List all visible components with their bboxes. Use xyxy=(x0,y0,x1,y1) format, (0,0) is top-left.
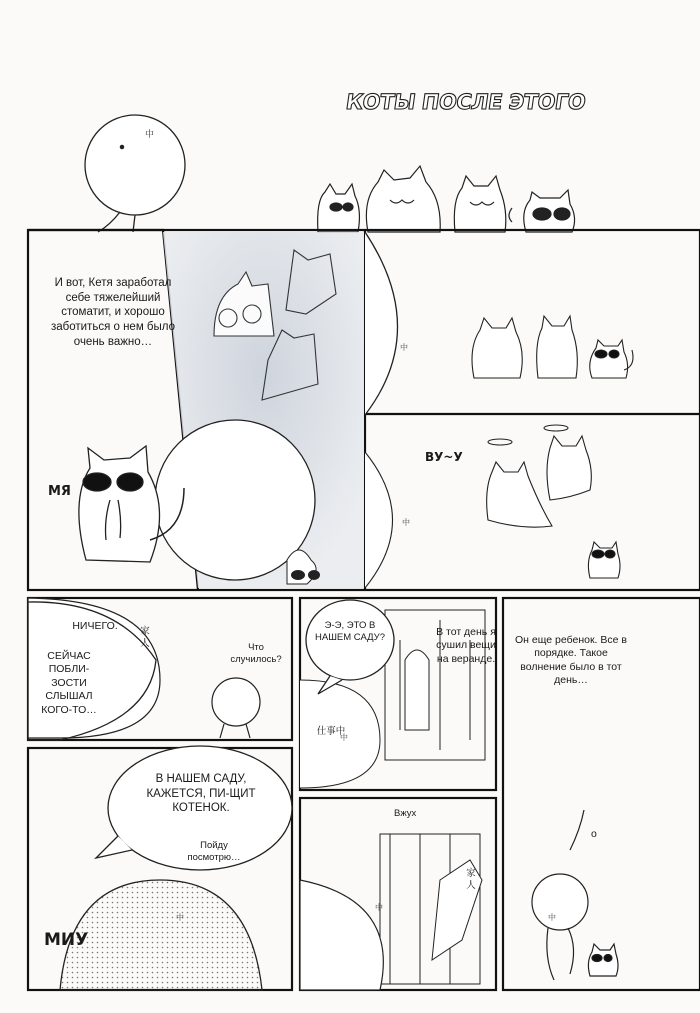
panel1-sfx: МЯ xyxy=(48,484,71,499)
cats-top-row xyxy=(318,166,575,232)
svg-text:中: 中 xyxy=(176,913,184,922)
panel4-bubble-left-2: СЕЙЧАС ПОБЛИ-ЗОСТИ СЛЫШАЛ КОГО-ТО… xyxy=(41,650,97,716)
svg-text:中: 中 xyxy=(340,733,348,742)
panel8-stamp: 家人 xyxy=(466,868,476,892)
panel5-stamp: 仕事中 xyxy=(316,726,346,737)
panel7-sfx: МИУ xyxy=(44,930,89,950)
panel1-narration: И вот, Кетя заработал себе тяжелейший стоматит, и хорошо заботиться о нем было очень важно… xyxy=(50,277,176,348)
panel4-stamp: 家人 xyxy=(140,626,150,650)
panel5-bubble: Э-Э, ЭТО В НАШЕМ САДУ? xyxy=(315,620,385,644)
panel9-sfx: о xyxy=(591,828,597,840)
svg-text:中: 中 xyxy=(375,903,383,912)
panel6-art xyxy=(532,810,618,980)
svg-text:中: 中 xyxy=(548,913,556,922)
panel5-narration: В тот день я сушил вещи на веранде. xyxy=(436,626,496,665)
panel3-sfx: ВУ~У xyxy=(425,450,463,464)
panel4-bubble-left: НИЧЕГО. xyxy=(72,620,118,632)
panel7-bubble-main: В НАШЕМ САДУ, КАЖЕТСЯ, ПИ-ЩИТ КОТЕНОК. xyxy=(146,773,256,815)
mascot-head-top xyxy=(85,115,185,232)
panel2-art xyxy=(155,232,398,588)
panel3-ghost-cats xyxy=(365,425,620,588)
panel8-sfx: Вжух xyxy=(394,808,417,819)
svg-text:中: 中 xyxy=(400,343,408,352)
svg-text:中: 中 xyxy=(145,129,155,139)
panel7-bubble-sub: Пойду посмотрю… xyxy=(187,840,241,864)
panel6-narration: Он еще ребенок. Все в порядке. Такое волнение было в тот день… xyxy=(515,634,627,687)
panel8-art xyxy=(300,834,482,990)
panel4-question: Что случилось? xyxy=(230,642,282,666)
svg-text:中: 中 xyxy=(402,518,410,527)
page-title: КОТЫ ПОСЛЕ ЭТОГО xyxy=(344,90,587,114)
panel3-cats-top xyxy=(472,316,633,378)
